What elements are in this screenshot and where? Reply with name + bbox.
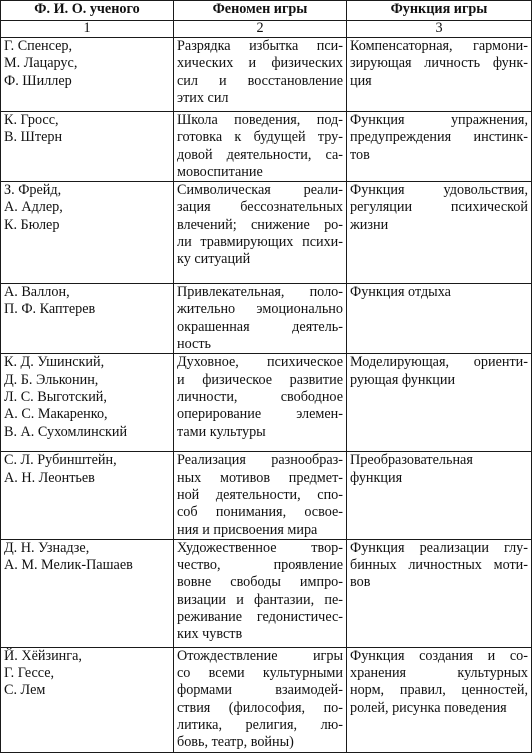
- scientist-cell: [1, 539, 174, 647]
- scientist-cell: [1, 452, 174, 539]
- header-row: [1, 1, 532, 21]
- cell-line: жительно эмоционально: [177, 301, 343, 318]
- cell-line: жизни: [350, 216, 389, 233]
- cell-line: чество, проявление: [177, 557, 343, 574]
- phenomenon-cell: [174, 539, 347, 647]
- cell-line: Привлекательная, поло-: [177, 284, 343, 301]
- cell-line: предупреждения инстинк-: [350, 129, 528, 146]
- column-number-2: 2: [174, 21, 347, 38]
- cell-line: Функция реализации глу-: [350, 539, 528, 556]
- function-cell: [347, 284, 532, 354]
- cell-line: ной деятельности, спо-: [177, 486, 343, 503]
- table-body: [1, 38, 532, 753]
- cell-line: ких чувств: [177, 626, 243, 643]
- scientist-cell: [1, 284, 174, 354]
- cell-line: Компенсаторная, гармони-: [350, 38, 528, 54]
- cell-line: бинных личностных моти-: [350, 557, 528, 574]
- phenomenon-cell: [174, 38, 347, 112]
- cell-line: регуляции психической: [350, 199, 528, 216]
- cell-line: Отождествление игры: [177, 647, 343, 664]
- cell-line: зирующая личность функ-: [350, 55, 528, 72]
- cell-line: норм, правил, ценностей,: [350, 682, 528, 699]
- cell-line: литика, религия, лю-: [177, 717, 343, 734]
- cell-line: реживание гедонистичес-: [177, 609, 343, 626]
- phenomenon-cell: [174, 452, 347, 539]
- cell-line: ность: [177, 336, 212, 353]
- cell-line: А. М. Мелик-Пашаев: [4, 557, 133, 574]
- cell-line: зация бессознательных: [177, 199, 343, 216]
- scientist-cell: [1, 112, 174, 182]
- cell-line: А. Н. Леонтьев: [4, 469, 95, 486]
- cell-line: окрашенная деятель-: [177, 318, 343, 335]
- cell-line: визации и фантазии, пе-: [177, 591, 343, 608]
- phenomenon-cell: [174, 112, 347, 182]
- cell-line: ствия (философия, по-: [177, 699, 343, 716]
- column-number-3: 3: [347, 21, 532, 38]
- table-row: [1, 647, 532, 752]
- function-cell: [347, 354, 532, 452]
- table-row: [1, 38, 532, 112]
- cell-line: М. Лацарус,: [4, 55, 78, 72]
- header-function: Функция игры: [347, 1, 532, 21]
- table-row: [1, 539, 532, 647]
- cell-line: ку ситуаций: [177, 251, 251, 268]
- cell-line: соб понимания, освое-: [177, 504, 343, 521]
- scientist-cell: [1, 182, 174, 284]
- cell-line: рующая функции: [350, 371, 456, 388]
- phenomenon-cell: [174, 354, 347, 452]
- cell-line: ных мотивов предмет-: [177, 469, 343, 486]
- cell-line: Реализация разнообраз-: [177, 452, 343, 469]
- cell-line: ция: [350, 72, 372, 89]
- cell-line: Символическая реали-: [177, 182, 343, 199]
- cell-line: П. Ф. Каптерев: [4, 301, 96, 318]
- scientist-cell: [1, 647, 174, 752]
- cell-line: Функция упражнения,: [350, 112, 528, 128]
- cell-line: Духовное, психическое: [177, 354, 343, 371]
- cell-line: Д. Н. Узнадзе,: [4, 539, 90, 556]
- function-cell: [347, 452, 532, 539]
- function-cell: [347, 182, 532, 284]
- cell-line: довой деятельности, са-: [177, 146, 343, 163]
- cell-line: К. Гросс,: [4, 112, 59, 128]
- cell-line: Разрядка избытка пси-: [177, 38, 343, 54]
- cell-line: тами культуры: [177, 423, 266, 440]
- cell-line: А. С. Макаренко,: [4, 406, 108, 423]
- phenomenon-cell: [174, 284, 347, 354]
- cell-line: Д. Б. Эльконин,: [4, 371, 99, 388]
- function-cell: [347, 112, 532, 182]
- cell-line: Функция создания и со-: [350, 647, 528, 664]
- cell-line: В. А. Сухомлинский: [4, 423, 128, 440]
- cell-line: ролей, рисунка поведения: [350, 699, 507, 716]
- cell-line: Ф. Шиллер: [4, 72, 72, 89]
- cell-line: А. Адлер,: [4, 199, 63, 216]
- cell-line: Й. Хёйзинга,: [4, 647, 82, 664]
- cell-line: готовка к будущей тру-: [177, 129, 343, 146]
- cell-line: хических и физических: [177, 55, 343, 72]
- cell-line: С. Лем: [4, 682, 46, 699]
- table-row: [1, 284, 532, 354]
- table-row: [1, 182, 532, 284]
- cell-line: влечений; снижение ро-: [177, 216, 343, 233]
- cell-line: этих сил: [177, 89, 229, 106]
- cell-line: К. Бюлер: [4, 216, 60, 233]
- phenomenon-cell: [174, 182, 347, 284]
- cell-line: А. Валлон,: [4, 284, 70, 301]
- cell-line: Моделирующая, ориенти-: [350, 354, 528, 371]
- cell-line: Г. Спенсер,: [4, 38, 73, 54]
- cell-line: Г. Гессе,: [4, 665, 55, 682]
- cell-line: тов: [350, 146, 370, 163]
- cell-line: Л. С. Выготский,: [4, 388, 107, 405]
- cell-line: ния и присвоения мира: [177, 521, 318, 538]
- cell-line: оперирование элемен-: [177, 406, 343, 423]
- cell-line: С. Л. Рубинштейн,: [4, 452, 117, 469]
- column-number-1: 1: [1, 21, 174, 38]
- cell-line: В. Штерн: [4, 129, 63, 146]
- cell-line: Функция удовольствия,: [350, 182, 528, 199]
- cell-line: ли травмирующих психи-: [177, 234, 343, 251]
- column-number-row: [1, 21, 532, 38]
- table-row: [1, 112, 532, 182]
- cell-line: Художественное твор-: [177, 539, 343, 556]
- header-scientist: Ф. И. О. ученого: [1, 1, 174, 21]
- cell-line: К. Д. Ушинский,: [4, 354, 105, 371]
- function-cell: [347, 539, 532, 647]
- phenomenon-cell: [174, 647, 347, 752]
- cell-line: З. Фрейд,: [4, 182, 62, 199]
- cell-line: мовоспитание: [177, 163, 263, 180]
- cell-line: сил и восстановление: [177, 72, 343, 89]
- cell-line: Школа поведения, под-: [177, 112, 343, 128]
- table-row: [1, 354, 532, 452]
- cell-line: со всеми культурными: [177, 665, 343, 682]
- cell-line: и физическое развитие: [177, 371, 343, 388]
- cell-line: вовне свободы импро-: [177, 574, 343, 591]
- cell-line: Функция отдыха: [350, 284, 451, 301]
- cell-line: хранения культурных: [350, 665, 528, 682]
- table-row: [1, 452, 532, 539]
- cell-line: бовь, театр, войны): [177, 734, 294, 751]
- cell-line: Преобразовательная: [350, 452, 473, 469]
- cell-line: формами взаимодей-: [177, 682, 343, 699]
- function-cell: [347, 647, 532, 752]
- cell-line: вов: [350, 574, 371, 591]
- function-cell: [347, 38, 532, 112]
- scientist-cell: [1, 38, 174, 112]
- cell-line: функция: [350, 469, 403, 486]
- scientist-cell: [1, 354, 174, 452]
- header-phenomenon: Феномен игры: [174, 1, 347, 21]
- cell-line: личности, свободное: [177, 388, 343, 405]
